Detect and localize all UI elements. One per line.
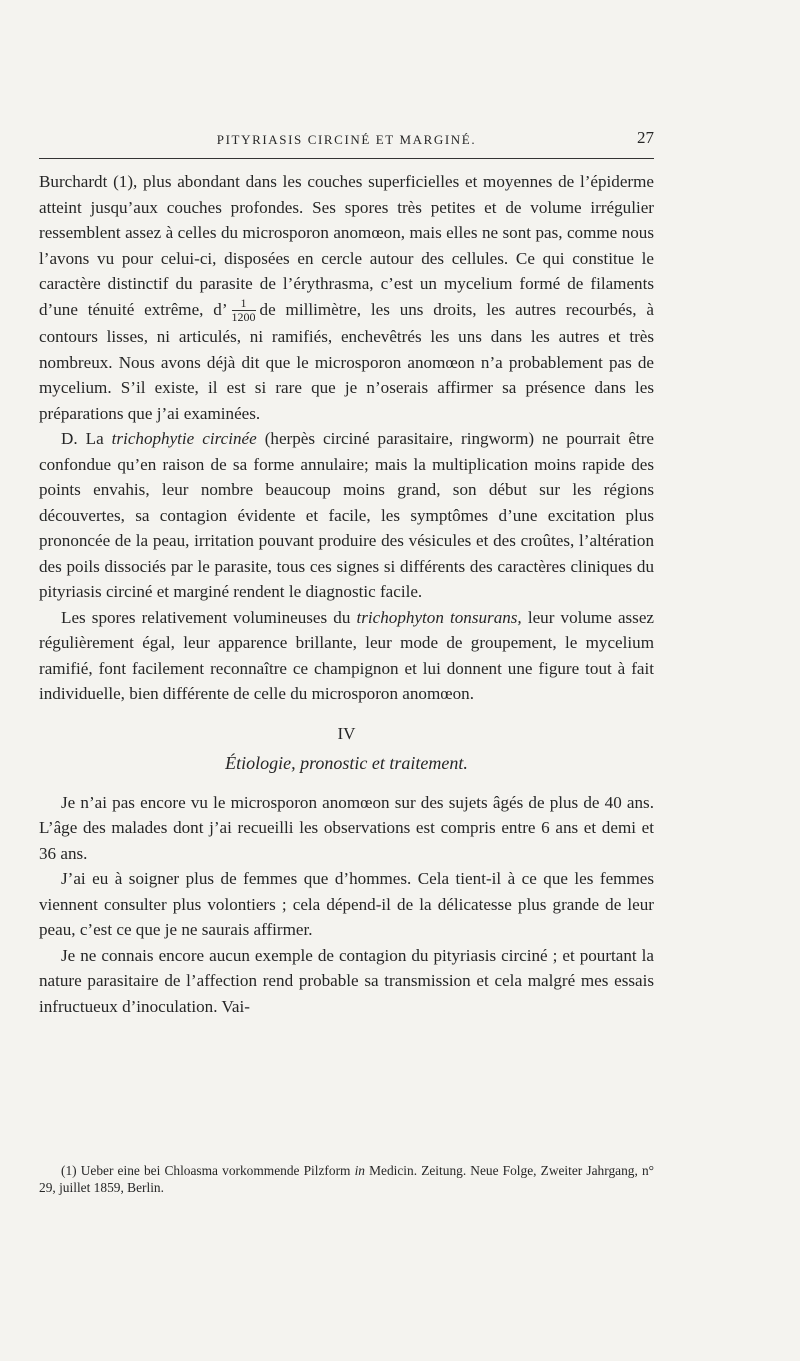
paragraph-text: leur volume assez régulièrement égal, leur apparence brillante, leur mode de groupement, le mycelium ramifié, font facilement reconnaître ce champignon et lui donnent une figure tout à fait individuelle, bien différente de celle du microsporon anomœon.: [39, 607, 655, 704]
paragraph-text: de millimètre, les uns droits, les autres recourbés, à contours lisses, ni articulés, ni ramifiés, enchevêtrés les uns dans les autres et très nombreux. Nous avons déjà dit que le microsporon anomœon n’a probablement pas de mycelium. S’il existe, il est si rare que je n’oserais affirmer sa présence dans les préparations que j’ai examinées.: [39, 299, 654, 423]
running-title: PITYRIASIS CIRCINÉ ET MARGINÉ.: [216, 132, 477, 147]
paragraph-erythrasma: [39, 169, 654, 426]
section-title: Étiologie, pronostic et traitement.: [225, 752, 468, 773]
footnote-text: [39, 1162, 654, 1196]
footnote-lead: (1) Ueber eine bei Chloasma vorkommende Pilzform: [61, 1163, 355, 1178]
footnote-rest: Medicin. Zeitung. Neue Folge, Zweiter Jahrgang, n° 29, juillet 1859, Berlin.: [39, 1163, 654, 1195]
paragraph-trichophytie: [39, 426, 654, 605]
running-head: [39, 128, 654, 152]
fraction-numerator: 1: [232, 297, 256, 311]
page-number: 27: [637, 128, 654, 147]
paragraph-spores: [39, 605, 654, 707]
book-page: [39, 0, 654, 1361]
paragraph-text: (herpès circiné parasitaire, ringworm) ne pourrait être confondue qu’en raison de sa forme annulaire; mais la multiplication moins rapide des points envahis, leur nombre beaucoup moins grand, son début sur les régions découvertes, sa contagion évidente et facile, les symptômes d’une excitation plus prononcée de la peau, irritation pouvant produire des vésicules et des croûtes, l’altération des poils dissociés par le parasite, tous ces signes si différents des caractères cliniques du pityriasis circiné et marginé rendent le diagnostic facile.: [39, 429, 654, 602]
paragraph-contagion: Je ne connais encore aucun exemple de contagion du pityriasis circiné ; et pourtant la nature parasitaire de l’affection rend probable sa transmission et cela malgré mes essais infructueux d’inoculation. Vai-: [39, 945, 654, 1016]
header-rule: [39, 158, 654, 159]
fraction-denominator: 1200: [231, 310, 256, 325]
section-number: IV: [337, 723, 356, 743]
paragraph-lead: D. La: [61, 429, 112, 449]
paragraph-text: Burchardt (1), plus abondant dans les couches superficielles et moyennes de l’épiderme atteint jusqu’aux couches profondes. Ses spores très petites et de volume irrégulier ressemblent assez à celles du microsporon anomœon, mais elles ne sont pas, comme nous l’avons vu pour celui-ci, disposées en cercle autour des cellules. Ce qui constitue le caractère distinctif du parasite de l’érythrasma, c’est un mycelium formé de filaments d’une ténuité extrême, d’: [39, 172, 654, 319]
paragraph-lead: Les spores relativement volumineuses du: [61, 607, 357, 627]
paragraph-sex: J’ai eu à soigner plus de femmes que d’hommes. Cela tient-il à ce que les femmes viennent consulter plus volontiers ; cela dépend-il de la délicatesse plus grande de leur peau, c’est ce que je ne saurais affirmer.: [39, 869, 654, 940]
footnote: [39, 1162, 654, 1196]
italic-term: trichophyton tonsurans,: [356, 607, 522, 627]
footnote-italic: in: [354, 1163, 365, 1178]
body-text: [39, 169, 654, 1019]
italic-term: trichophytie circinée: [111, 429, 257, 449]
fraction: [232, 297, 256, 324]
paragraph-age: Je n’ai pas encore vu le microsporon anomœon sur des sujets âgés de plus de 40 ans. L’âge des malades dont j’ai recueilli les observations est compris entre 6 ans et demi et 36 ans.: [39, 792, 654, 863]
